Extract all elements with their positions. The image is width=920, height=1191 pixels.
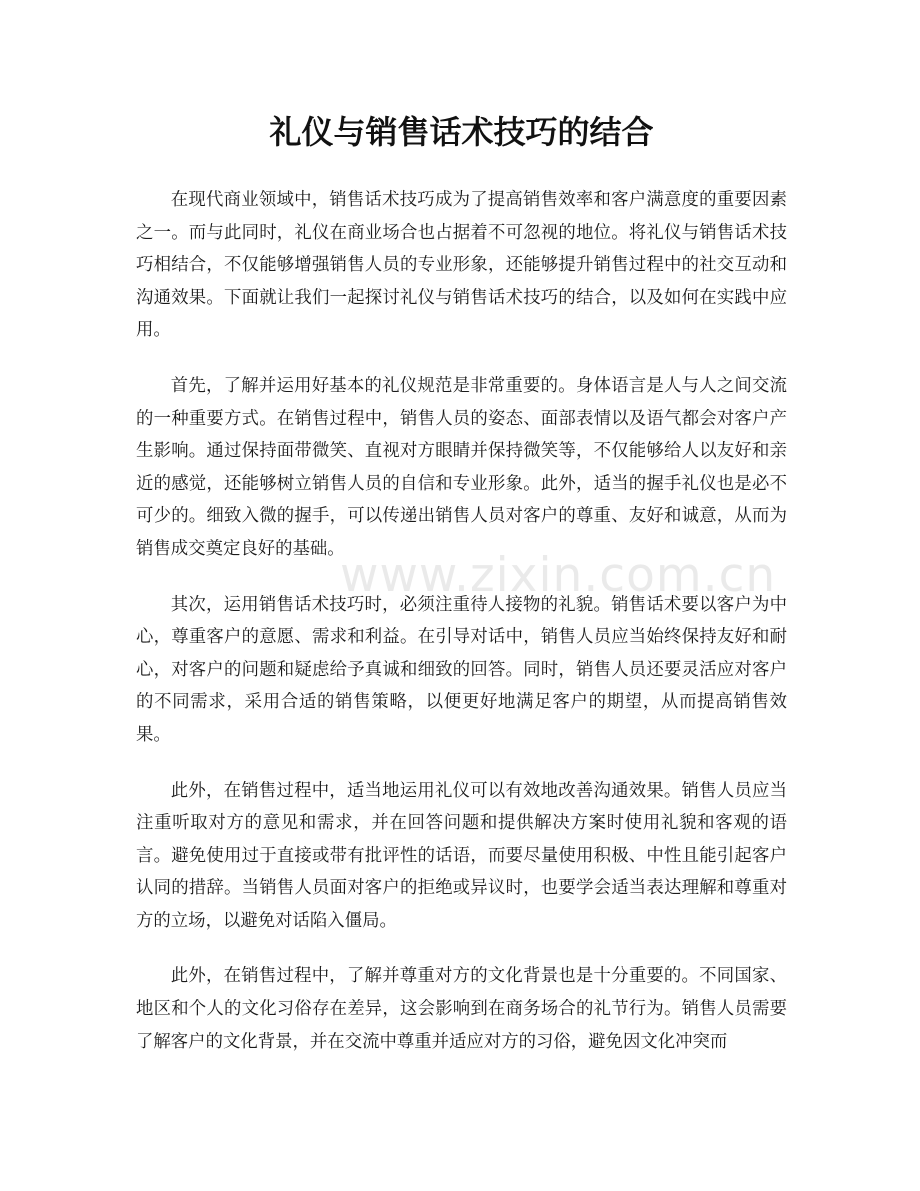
paragraph-1: 在现代商业领域中，销售话术技巧成为了提高销售效率和客户满意度的重要因素之一。而与此同时，礼仪在商业场合也占据着不可忽视的地位。将礼仪与销售话术技巧相结合，不仅能够增强销售人员的专业形象，还能够提升销售过程中的社交互动和沟通效果。下面就让我们一起探讨礼仪与销售话术技巧的结合，以及如何在实践中应用。 [136, 190, 787, 341]
paragraph-4: 此外，在销售过程中，适当地运用礼仪可以有效地改善沟通效果。销售人员应当注重听取对方的意见和需求，并在回答问题和提供解决方案时使用礼貌和客观的语言。避免使用过于直接或带有批评性的话语，而要尽量使用积极、中性且能引起客户认同的措辞。当销售人员面对客户的拒绝或异议时，也要学会适当表达理解和尊重对方的立场，以避免对话陷入僵局。 [136, 780, 787, 931]
paragraph-5: 此外，在销售过程中，了解并尊重对方的文化背景也是十分重要的。不同国家、地区和个人的文化习俗存在差异，这会影响到在商务场合的礼节行为。销售人员需要了解客户的文化背景，并在交流中尊重并适应对方的习俗，避免因文化冲突而 [136, 966, 787, 1052]
document-title: 礼仪与销售话术技巧的结合 [269, 113, 654, 151]
watermark-text: www.zixin.com.cn [340, 548, 777, 603]
paragraph-3: 其次，运用销售话术技巧时，必须注重待人接物的礼貌。销售话术要以客户为中心，尊重客户的意愿、需求和利益。在引导对话中，销售人员应当始终保持友好和耐心，对客户的问题和疑虑给予真诚和细致的回答。同时，销售人员还要灵活应对客户的不同需求，采用合适的销售策略，以便更好地满足客户的期望，从而提高销售效果。 [136, 594, 787, 745]
paragraph-2: 首先，了解并运用好基本的礼仪规范是非常重要的。身体语言是人与人之间交流的一种重要方式。在销售过程中，销售人员的姿态、面部表情以及语气都会对客户产生影响。通过保持面带微笑、直视对方眼睛并保持微笑等，不仅能够给人以友好和亲近的感觉，还能够树立销售人员的自信和专业形象。此外，适当的握手礼仪也是必不可少的。细致入微的握手，可以传递出销售人员对客户的尊重、友好和诚意，从而为销售成交奠定良好的基础。 [136, 375, 787, 559]
document-body [136, 184, 787, 1058]
